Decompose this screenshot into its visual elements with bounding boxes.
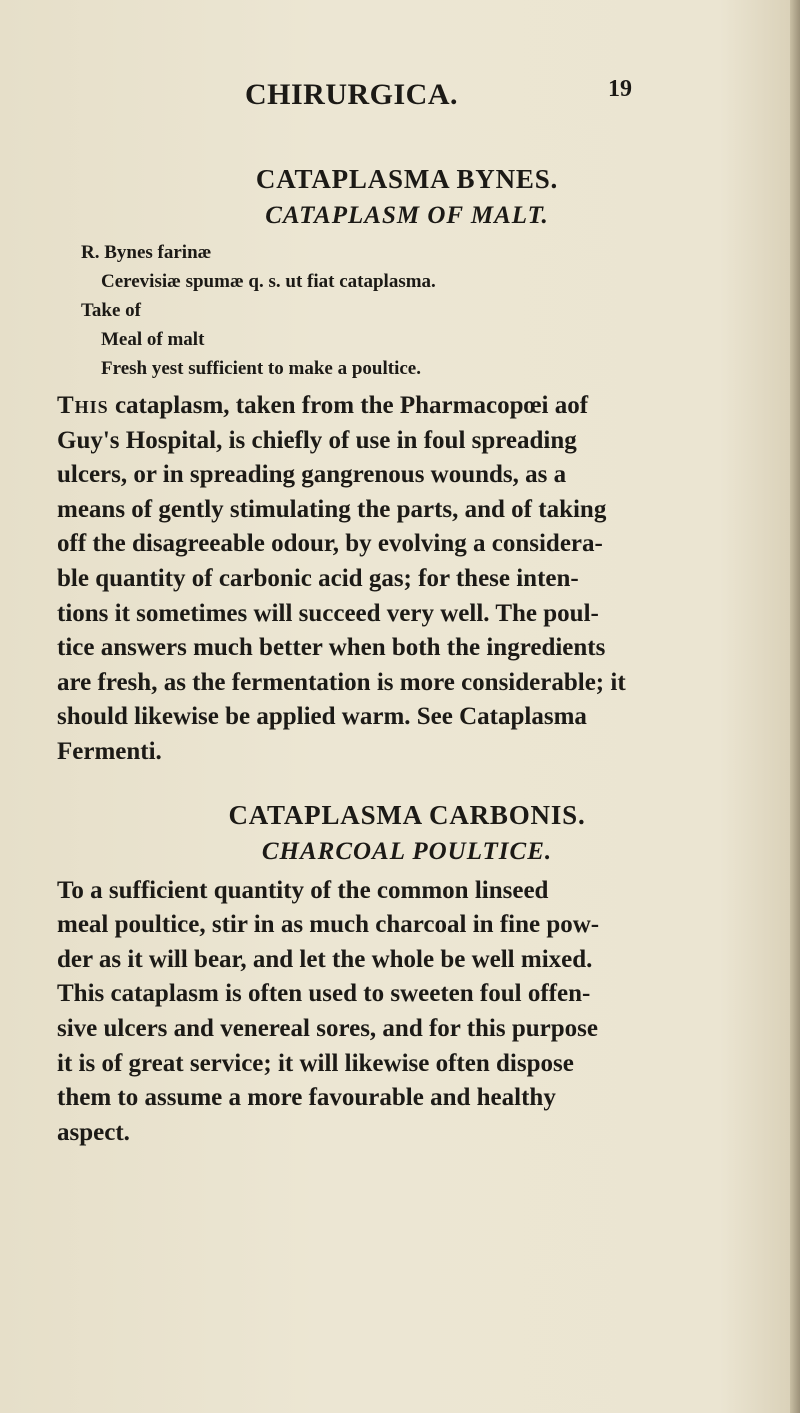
section-heading-cataplasma-carbonis: CATAPLASMA CARBONIS. xyxy=(228,799,586,830)
section-carbonis xyxy=(57,796,757,1151)
paragraph-line: This cataplasm is often used to sweeten foul offen- xyxy=(57,980,591,1008)
running-head xyxy=(0,78,800,118)
paragraph-line: To a sufficient quantity of the common linseed xyxy=(57,876,549,904)
paragraph-line: aspect. xyxy=(57,1118,130,1146)
paragraph-line: tions it sometimes will succeed very well. The poul- xyxy=(57,599,599,627)
paragraph-line: should likewise be applied warm. See Cataplasma xyxy=(57,703,587,731)
recipe-line: Cerevisiæ spumæ q. s. ut fiat cataplasma. xyxy=(101,271,436,292)
recipe-line: R. Bynes farinæ xyxy=(81,242,212,263)
paragraph-line: tice answers much better when both the ingredients xyxy=(57,634,606,662)
recipe-line: Take of xyxy=(81,300,142,321)
paragraph-line: ulcers, or in spreading gangrenous wounds, as a xyxy=(57,461,567,489)
paragraph-line: Guy's Hospital, is chiefly of use in foul spreading xyxy=(57,426,577,454)
paragraph-line: it is of great service; it will likewise often dispose xyxy=(57,1049,574,1077)
paragraph-line: off the disagreeable odour, by evolving a considera- xyxy=(57,530,603,558)
paragraph-line: sive ulcers and venereal sores, and for this purpose xyxy=(57,1014,598,1042)
paragraph-line: der as it will bear, and let the whole be well mixed. xyxy=(57,945,593,973)
paragraph-line: This cataplasm, taken from the Pharmacopœi aof xyxy=(57,392,589,419)
page-number: 19 xyxy=(608,76,632,102)
paragraph-line: are fresh, as the fermentation is more considerable; it xyxy=(57,668,626,696)
section-heading-cataplasma-bynes: CATAPLASMA BYNES. xyxy=(255,164,559,194)
running-head-title: CHIRURGICA. xyxy=(245,78,459,111)
section-subheading-charcoal-poultice: CHARCOAL POULTICE. xyxy=(261,837,553,865)
recipe-line: Meal of malt xyxy=(101,329,205,350)
paragraph-line: means of gently stimulating the parts, and of taking xyxy=(57,495,607,523)
paragraph-line: ble quantity of carbonic acid gas; for these inten- xyxy=(57,564,579,592)
recipe-line: Fresh yest sufficient to make a poultice. xyxy=(101,358,421,379)
paragraph-carbonis xyxy=(57,874,757,1151)
page-edge xyxy=(790,0,800,1413)
paragraph-lead-word: This xyxy=(57,392,109,419)
paragraph-line: meal poultice, stir in as much charcoal in fine pow- xyxy=(57,911,600,939)
recipe-block xyxy=(57,238,757,383)
paragraph-bynes xyxy=(57,389,757,770)
paragraph-line: them to assume a more favourable and healthy xyxy=(57,1084,556,1112)
paragraph-line: Fermenti. xyxy=(57,737,162,765)
section-subheading-cataplasm-of-malt: CATAPLASM OF MALT. xyxy=(265,202,549,229)
page-content xyxy=(57,160,757,1150)
